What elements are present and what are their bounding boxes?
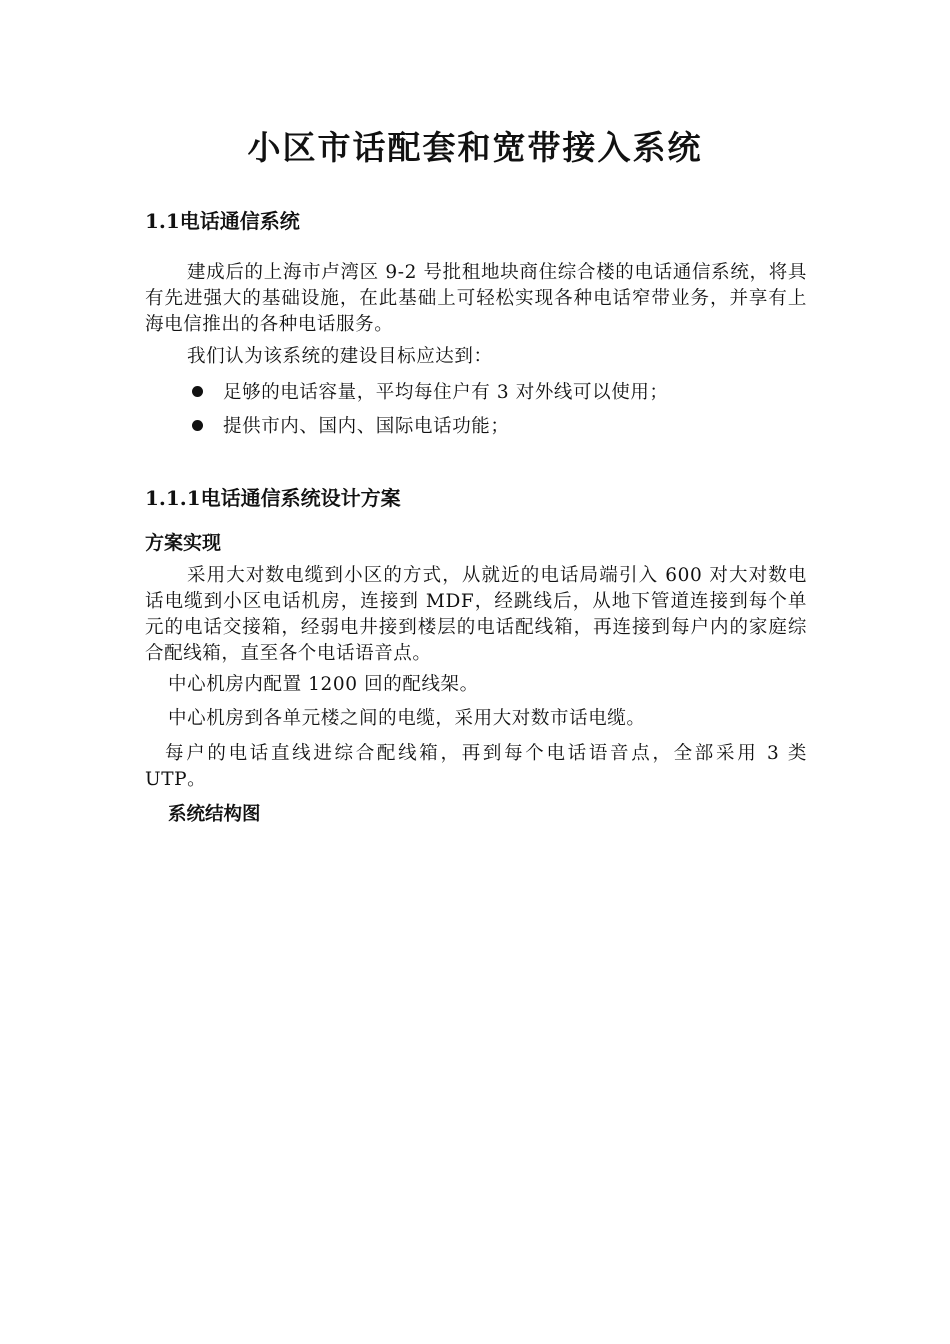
- subsection-heading-implementation: 方案实现: [145, 532, 222, 554]
- section-heading-1-1-1: 1.1.1电话通信系统设计方案: [145, 486, 401, 510]
- goal-text: 提供市内、国内、国际电话功能；: [223, 416, 510, 437]
- bullet-icon: [192, 386, 203, 397]
- utp-paragraph: 每户的电话直线进综合配线箱，再到每个电话语音点，全部采用 3 类 UTP。: [145, 743, 807, 790]
- intro-paragraph: 建成后的上海市卢湾区 9-2 号批租地块商住综合楼的电话通信系统，将具有先进强大的基础设施，在此基础上可轻松实现各种电话窄带业务，并享有上海电信推出的各种电话服务。: [145, 262, 807, 335]
- bullet-icon: [192, 420, 203, 431]
- goal-text: 足够的电话容量，平均每住户有 3 对外线可以使用；: [223, 382, 669, 403]
- cable-text: 中心机房到各单元楼之间的电缆，采用大对数市话电缆。: [168, 708, 646, 729]
- implementation-paragraph: 采用大对数电缆到小区的方式，从就近的电话局端引入 600 对大对数电话电缆到小区电话机房，连接到 MDF，经跳线后，从地下管道连接到每个单元的电话交接箱，经弱电井接到楼层的电话配线箱，再连接到每户内的家庭综合配线箱，直至各个电话语音点。: [145, 565, 807, 664]
- document-title: 小区市话配套和宽带接入系统: [247, 128, 703, 167]
- goal-list-item: [190, 378, 669, 404]
- goal-list-item: [190, 412, 510, 438]
- diagram-heading: 系统结构图: [168, 804, 261, 825]
- goal-lead-text: 我们认为该系统的建设目标应达到：: [187, 346, 493, 367]
- distribution-frame-text: 中心机房内配置 1200 回的配线架。: [168, 674, 479, 695]
- section-heading-1-1: 1.1电话通信系统: [145, 209, 300, 233]
